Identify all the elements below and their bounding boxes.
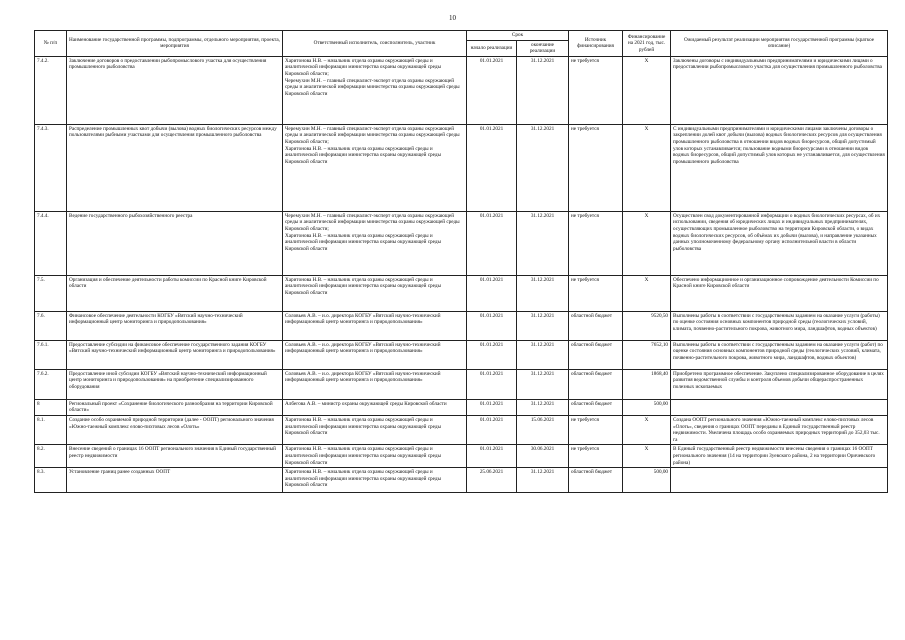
- row-number: 7.4.4.: [35, 211, 67, 275]
- row-funding-amount: 500,00: [623, 468, 671, 493]
- row-funding-amount: Х: [623, 211, 671, 275]
- row-funding-source: областной бюджет: [569, 369, 623, 399]
- row-funding-amount: 500,00: [623, 399, 671, 415]
- header-num: № п/п: [35, 31, 67, 57]
- row-expected-result: Обеспечено информационное и организационное сопровождение деятельности Комиссии по Красной книге Кировской области: [671, 275, 888, 311]
- row-start-date: 01.01.2021: [467, 415, 517, 444]
- row-number: 7.5.: [35, 275, 67, 311]
- executor-line: Черемухин М.Н. – главный специалист-эксперт отдела охраны окружающей среды и аналитической информации министерства охраны окружающей среды Кировской области;: [285, 125, 460, 145]
- row-funding-source: не требуется: [569, 211, 623, 275]
- row-executor: [283, 340, 467, 369]
- row-expected-result: В Единый государственный реестр недвижимости внесены сведения о границах 16 ООПТ регионального значения (14 на территории Зуевского района, 2 на территории Оричевского района): [671, 445, 888, 468]
- table-row: [35, 211, 888, 275]
- row-funding-source: областной бюджет: [569, 399, 623, 415]
- row-start-date: 01.01.2021: [467, 275, 517, 311]
- row-start-date: 25.06.2021: [467, 468, 517, 493]
- table-row: [35, 415, 888, 444]
- row-end-date: 30.06.2021: [517, 445, 569, 468]
- header-end: окончание реализации: [517, 40, 569, 56]
- page-number: 10: [449, 14, 456, 22]
- row-number: 7.4.3.: [35, 124, 67, 211]
- table-row: [35, 124, 888, 211]
- row-name: Установление границ ранее созданных ООПТ: [67, 468, 283, 493]
- row-expected-result: С индивидуальными предпринимателями и юридическими лицами заключены договоры о закреплении долей квот добычи (вылова) водных биологических ресурсов для осуществления промышленного рыболовства в отношении видов водных биоресурсов, общий допустимый улов которых устанавливается; пользование водными биоресурсами в отношении видов водных биоресурсов, общий допустимый улов которых не устанавливается, для осуществления промышленного рыболовства: [671, 124, 888, 211]
- row-funding-amount: Х: [623, 445, 671, 468]
- row-funding-amount: Х: [623, 275, 671, 311]
- header-executor: Ответственный исполнитель, соисполнитель, участник: [283, 31, 467, 57]
- row-number: 8.2.: [35, 445, 67, 468]
- executor-line: Харитонова Н.В. – начальник отдела охраны окружающей среды и аналитической информации министерства охраны окружающей среды Кировской области: [285, 276, 441, 296]
- row-executor: [283, 445, 467, 468]
- row-executor: [283, 56, 467, 124]
- row-executor: [283, 468, 467, 493]
- table-row: [35, 275, 888, 311]
- row-funding-source: областной бюджет: [569, 468, 623, 493]
- row-funding-source: не требуется: [569, 124, 623, 211]
- row-executor: [283, 399, 467, 415]
- executor-line: Харитонова Н.В. – начальник отдела охраны окружающей среды и аналитической информации министерства охраны окружающей среды Кировской области: [285, 416, 441, 437]
- row-end-date: 31.12.2021: [517, 369, 569, 399]
- row-executor: [283, 275, 467, 311]
- row-start-date: 01.01.2021: [467, 369, 517, 399]
- executor-line: Соловьев А.В. – и.о. директора КОГБУ «Вятский научно-технический информационный центр мониторинга и природопользования»: [285, 312, 441, 326]
- row-start-date: 01.01.2021: [467, 340, 517, 369]
- row-expected-result: Выполнены работы в соответствии с государственным заданием на оказание услуги (работы) по оценке состояния основных компонентов природной среды (геологических условий, климата, почвенно-растительного покрова, животного мира, ландшафтов, водных объектов): [671, 311, 888, 340]
- table-row: [35, 56, 888, 124]
- row-funding-source: не требуется: [569, 445, 623, 468]
- row-number: 7.4.2.: [35, 56, 67, 124]
- row-funding-source: не требуется: [569, 415, 623, 444]
- table-row: [35, 445, 888, 468]
- row-number: 7.6.1.: [35, 340, 67, 369]
- row-expected-result: Создана ООПТ регионального значения «Южно-таежный комплекс елово-пихтовых лесов «Олоть», сведения о границах ООПТ переданы в Единый государственный реестр недвижимости. Увеличена площадь особо охраняемых природных территорий до 352,03 тыс. га: [671, 415, 888, 444]
- table-body: [35, 56, 888, 492]
- row-funding-source: областной бюджет: [569, 340, 623, 369]
- executor-line: Харитонова Н.В. – начальник отдела охраны окружающей среды и аналитической информации министерства охраны окружающей среды Кировской области: [285, 469, 441, 489]
- row-start-date: 01.01.2021: [467, 211, 517, 275]
- row-end-date: 31.12.2021: [517, 311, 569, 340]
- row-end-date: 31.12.2021: [517, 124, 569, 211]
- header-source: Источник финансирования: [569, 31, 623, 57]
- row-end-date: 31.12.2021: [517, 399, 569, 415]
- row-expected-result: Осуществлен свод документированной информации о водных биологических ресурсах, об их использовании, сведения об юридических лицах и индивидуальных предпринимателях, осуществляющих промышленное рыболовство на территории Кировской области, о видах водных биологических ресурсов, об объёмах их добычи (вылова), и направление указанных данных уполномоченному федеральному органу исполнительной власти в области рыболовства: [671, 211, 888, 275]
- row-executor: [283, 211, 467, 275]
- executor-line: Соловьев А.В. – и.о. директора КОГБУ «Вятский научно-технический информационный центр мониторинга и природопользования»: [285, 370, 441, 384]
- executor-line: Черемухин М.Н. – главный специалист-эксперт отдела охраны окружающей среды и аналитической информации министерства охраны окружающей среды Кировской области: [285, 77, 460, 97]
- row-executor: [283, 311, 467, 340]
- header-start: начало реализации: [467, 40, 517, 56]
- table-row: [35, 468, 888, 493]
- row-name: Региональный проект «Сохранение биологического разнообразия на территории Кировской области»: [67, 399, 283, 415]
- row-name: Создание особо охраняемой природной территории (далее - ООПТ) регионального значения «Южно-таежный комплекс елово-пихтовых лесов «Олоть»: [67, 415, 283, 444]
- executor-line: Черемухин М.Н. – главный специалист-эксперт отдела охраны окружающей среды и аналитической информации министерства охраны окружающей среды Кировской области;: [285, 212, 460, 232]
- row-expected-result: Выполнены работы в соответствии с государственным заданием на оказание услуги (работ) по оценке состояния основных компонентов природной среды (геологических условий, климата, почвенно-растительного покрова, животного мира, ландшафтов, водных объектов): [671, 340, 888, 369]
- row-end-date: 31.12.2021: [517, 340, 569, 369]
- header-term: Срок: [467, 31, 569, 41]
- row-number: 7.6.: [35, 311, 67, 340]
- row-expected-result: Заключены договоры с индивидуальными предпринимателями и юридическими лицами о предоставлении рыбопромыслового участка для осуществления промышленного рыболовства: [671, 56, 888, 124]
- row-expected-result: [671, 399, 888, 415]
- row-funding-source: не требуется: [569, 56, 623, 124]
- executor-line: Харитонова Н.В. – начальник отдела охраны окружающей среды и аналитической информации министерства охраны окружающей среды Кировской области;: [285, 57, 441, 77]
- row-name: Организация и обеспечение деятельности работы комиссии по Красной книге Кировской области: [67, 275, 283, 311]
- row-number: 8.3.: [35, 468, 67, 493]
- row-start-date: 01.01.2021: [467, 399, 517, 415]
- executor-line: Харитонова Н.В. – начальник отдела охраны окружающей среды и аналитической информации министерства охраны окружающей среды Кировской области: [285, 145, 441, 165]
- executor-line: Харитонова Н.В. – начальник отдела охраны окружающей среды и аналитической информации министерства охраны окружающей среды Кировской области: [285, 446, 441, 466]
- program-table: [34, 30, 888, 493]
- row-end-date: 31.12.2021: [517, 468, 569, 493]
- row-executor: [283, 369, 467, 399]
- row-start-date: 01.01.2021: [467, 56, 517, 124]
- executor-line: Харитонова Н.В. – начальник отдела охраны окружающей среды и аналитической информации министерства охраны окружающей среды Кировской области: [285, 232, 441, 252]
- row-executor: [283, 124, 467, 211]
- row-end-date: 31.12.2021: [517, 56, 569, 124]
- row-name: Распределение промышленных квот добычи (вылова) водных биологических ресурсов между пользователями рыбными участками для осуществления промышленного рыболовства: [67, 124, 283, 211]
- row-executor: [283, 415, 467, 444]
- row-name: Предоставление иной субсидии КОГБУ «Вятский научно-технический информационный центр мониторинга и природопользования» на приобретение специализированного оборудования: [67, 369, 283, 399]
- row-expected-result: Приобретено программное обеспечение. Закуплено специализированное оборудование в целях развития ведомственной службы и контроля объемов добычи общераспространенных полезных ископаемых: [671, 369, 888, 399]
- row-number: 7.6.2.: [35, 369, 67, 399]
- executor-line: Соловьев А.В. – и.о. директора КОГБУ «Вятский научно-технический информационный центр мониторинга и природопользования»: [285, 341, 441, 355]
- row-start-date: 01.01.2021: [467, 124, 517, 211]
- table-row: [35, 340, 888, 369]
- table-row: [35, 399, 888, 415]
- row-funding-amount: Х: [623, 415, 671, 444]
- row-funding-amount: 1868,40: [623, 369, 671, 399]
- row-funding-amount: Х: [623, 56, 671, 124]
- row-funding-amount: Х: [623, 124, 671, 211]
- row-end-date: 15.06.2021: [517, 415, 569, 444]
- header-name: Наименование государственной программы, подпрограммы, отдельного мероприятия, проекта, мероприятия: [67, 31, 283, 57]
- row-end-date: 31.12.2021: [517, 211, 569, 275]
- row-name: Заключение договоров о предоставлении рыбопромыслового участка для осуществления промышленного рыболовства: [67, 56, 283, 124]
- table-row: [35, 369, 888, 399]
- row-end-date: 31.12.2021: [517, 275, 569, 311]
- row-expected-result: [671, 468, 888, 493]
- row-name: Ведение государственного рыбохозяйственного реестра: [67, 211, 283, 275]
- row-number: 8: [35, 399, 67, 415]
- header-funding: Финансирование на 2021 год, тыс. рублей: [623, 31, 671, 57]
- row-funding-source: областной бюджет: [569, 311, 623, 340]
- row-name: Предоставление субсидии на финансовое обеспечение государственного задания КОГБУ «Вятский научно-технический информационный центр мониторинга и природопользования»: [67, 340, 283, 369]
- row-number: 8.1.: [35, 415, 67, 444]
- table-row: [35, 311, 888, 340]
- row-funding-amount: 9520,50: [623, 311, 671, 340]
- row-funding-amount: 7652,10: [623, 340, 671, 369]
- row-start-date: 01.01.2021: [467, 311, 517, 340]
- row-funding-source: не требуется: [569, 275, 623, 311]
- row-name: Внесение сведений о границах 16 ООПТ регионального значения в Единый государственный реестр недвижимости: [67, 445, 283, 468]
- row-start-date: 01.01.2021: [467, 445, 517, 468]
- executor-line: Албегова А.В. – министр охраны окружающей среды Кировской области: [285, 400, 447, 407]
- row-name: Финансовое обеспечение деятельности КОГБУ «Вятский научно-технический информационный центр мониторинга и природопользования»: [67, 311, 283, 340]
- header-result: Ожидаемый результат реализации мероприятия государственной программы (краткое описание): [671, 31, 888, 57]
